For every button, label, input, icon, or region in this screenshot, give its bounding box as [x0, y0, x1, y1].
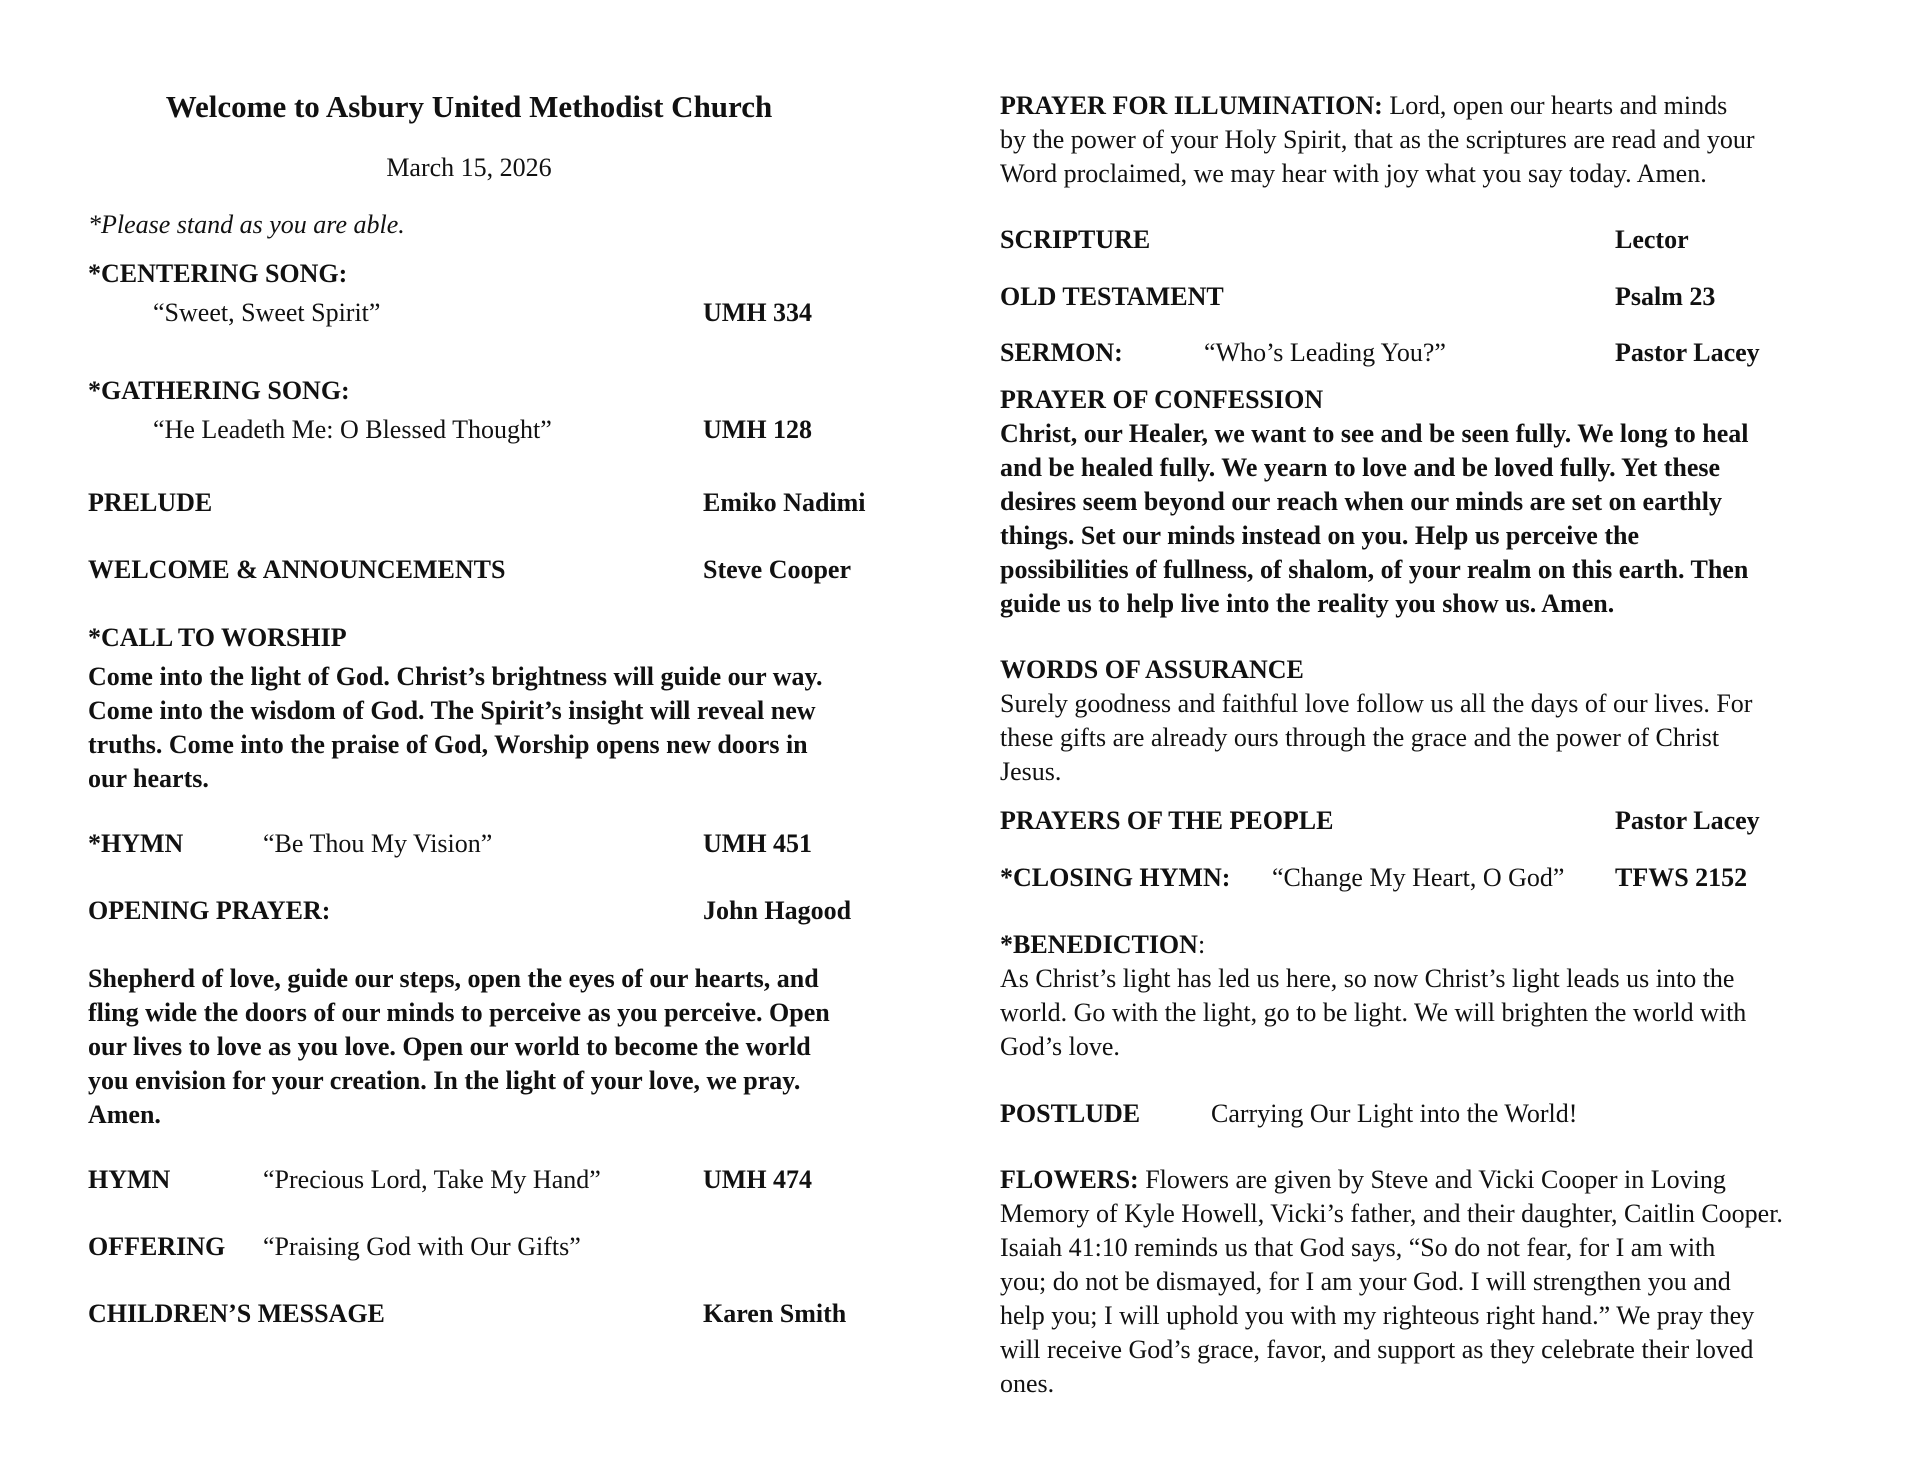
assurance-label: WORDS OF ASSURANCE: [1000, 655, 1304, 684]
childrens-message-label: CHILDREN’S MESSAGE: [88, 1299, 385, 1328]
confession-line: and be healed fully. We yearn to love and be loved fully. Yet these: [1000, 453, 1721, 482]
confession-line: guide us to help live into the reality you show us. Amen.: [1000, 589, 1615, 618]
opening-prayer-line: Shepherd of love, guide our steps, open the eyes of our hearts, and: [88, 964, 819, 993]
prayers-people-leader: Pastor Lacey: [1615, 806, 1760, 835]
confession-line: Christ, our Healer, we want to see and be seen fully. We long to heal: [1000, 419, 1749, 448]
centering-song-ref: UMH 334: [703, 298, 813, 327]
assurance-line: these gifts are already ours through the grace and the power of Christ: [1000, 723, 1720, 752]
closing-hymn-title: “Change My Heart, O God”: [1272, 863, 1565, 892]
confession-line: things. Set our minds instead on you. Help us perceive the: [1000, 521, 1640, 550]
call-to-worship-line: Come into the wisdom of God. The Spirit’s insight will reveal new: [88, 696, 816, 725]
closing-hymn-label: *CLOSING HYMN:: [1000, 863, 1231, 892]
stand-note: *Please stand as you are able.: [88, 210, 405, 239]
sermon-label: SERMON:: [1000, 338, 1123, 367]
call-to-worship-line: our hearts.: [88, 764, 209, 793]
scripture-reader: Lector: [1615, 225, 1689, 254]
flowers-text: Flowers are given by Steve and Vicki Cooper in Loving: [1138, 1165, 1726, 1194]
old-testament-ref: Psalm 23: [1615, 282, 1716, 311]
opening-prayer-line: you envision for your creation. In the light of your love, we pray.: [88, 1066, 801, 1095]
benediction-line: God’s love.: [1000, 1032, 1120, 1061]
opening-prayer-leader: John Hagood: [703, 896, 852, 925]
hymn-label: *HYMN: [88, 829, 184, 858]
postlude-label: POSTLUDE: [1000, 1099, 1141, 1128]
old-testament-label: OLD TESTAMENT: [1000, 282, 1224, 311]
illumination-line: Word proclaimed, we may hear with joy what you say today. Amen.: [1000, 159, 1707, 188]
gathering-song-label: *GATHERING SONG:: [88, 376, 350, 405]
scripture-label: SCRIPTURE: [1000, 225, 1151, 254]
hymn-title: “Precious Lord, Take My Hand”: [263, 1165, 601, 1194]
flowers-line: you; do not be dismayed, for I am your God. I will strengthen you and: [1000, 1267, 1731, 1296]
confession-line: desires seem beyond our reach when our minds are set on earthly: [1000, 487, 1722, 516]
flowers-line: Isaiah 41:10 reminds us that God says, “So do not fear, for I am with: [1000, 1233, 1716, 1262]
confession-label: PRAYER OF CONFESSION: [1000, 385, 1324, 414]
opening-prayer-line: our lives to love as you love. Open our world to become the world: [88, 1032, 811, 1061]
prelude-label: PRELUDE: [88, 488, 213, 517]
welcome-label: WELCOME & ANNOUNCEMENTS: [88, 555, 506, 584]
opening-prayer-line: Amen.: [88, 1100, 161, 1129]
offering-label: OFFERING: [88, 1232, 226, 1261]
benediction-line: world. Go with the light, go to be light. We will brighten the world with: [1000, 998, 1747, 1027]
page-title: Welcome to Asbury United Methodist Church: [165, 89, 773, 124]
flowers-label: FLOWERS:: [1000, 1165, 1139, 1194]
confession-line: possibilities of fullness, of shalom, of your realm on this earth. Then: [1000, 555, 1749, 584]
benediction-line: As Christ’s light has led us here, so now Christ’s light leads us into the: [1000, 964, 1735, 993]
benediction-label: *BENEDICTION: [1000, 930, 1198, 959]
assurance-line: Surely goodness and faithful love follow us all the days of our lives. For: [1000, 689, 1753, 718]
gathering-song-ref: UMH 128: [703, 415, 813, 444]
sermon-preacher: Pastor Lacey: [1615, 338, 1760, 367]
hymn-ref: UMH 451: [703, 829, 813, 858]
sermon-title: “Who’s Leading You?”: [1204, 338, 1446, 367]
call-to-worship-label: *CALL TO WORSHIP: [88, 623, 347, 652]
illumination-text: Lord, open our hearts and minds: [1382, 91, 1728, 120]
centering-song-title: “Sweet, Sweet Spirit”: [153, 298, 381, 327]
flowers-line: Memory of Kyle Howell, Vicki’s father, and their daughter, Caitlin Cooper.: [1000, 1199, 1783, 1228]
call-to-worship-line: Come into the light of God. Christ’s brightness will guide our way.: [88, 662, 823, 691]
opening-prayer-label: OPENING PRAYER:: [88, 896, 331, 925]
welcome-leader: Steve Cooper: [703, 555, 852, 584]
centering-song-label: *CENTERING SONG:: [88, 259, 348, 288]
closing-hymn-ref: TFWS 2152: [1615, 863, 1748, 892]
flowers-line: help you; I will uphold you with my righteous right hand.” We pray they: [1000, 1301, 1755, 1330]
flowers-line: will receive God’s grace, favor, and support as they celebrate their loved: [1000, 1335, 1754, 1364]
postlude-title: Carrying Our Light into the World!: [1211, 1099, 1578, 1128]
flowers-first-line: [1000, 1163, 1726, 1197]
prelude-performer: Emiko Nadimi: [703, 488, 866, 517]
illumination-label: PRAYER FOR ILLUMINATION:: [1000, 91, 1383, 120]
assurance-line: Jesus.: [1000, 757, 1062, 786]
service-date: March 15, 2026: [386, 153, 552, 182]
offering-title: “Praising God with Our Gifts”: [263, 1232, 581, 1261]
prayers-people-label: PRAYERS OF THE PEOPLE: [1000, 806, 1334, 835]
hymn-ref: UMH 474: [703, 1165, 813, 1194]
illumination-first-line: [1000, 89, 1727, 123]
gathering-song-title: “He Leadeth Me: O Blessed Thought”: [153, 415, 552, 444]
childrens-message-leader: Karen Smith: [703, 1299, 847, 1328]
benediction-colon: :: [1197, 930, 1206, 959]
illumination-line: by the power of your Holy Spirit, that as the scriptures are read and your: [1000, 125, 1755, 154]
hymn-title: “Be Thou My Vision”: [263, 829, 493, 858]
flowers-line: ones.: [1000, 1369, 1055, 1398]
opening-prayer-line: fling wide the doors of our minds to perceive as you perceive. Open: [88, 998, 830, 1027]
hymn-label: HYMN: [88, 1165, 171, 1194]
benediction-heading: [1000, 928, 1205, 962]
call-to-worship-line: truths. Come into the praise of God, Worship opens new doors in: [88, 730, 808, 759]
